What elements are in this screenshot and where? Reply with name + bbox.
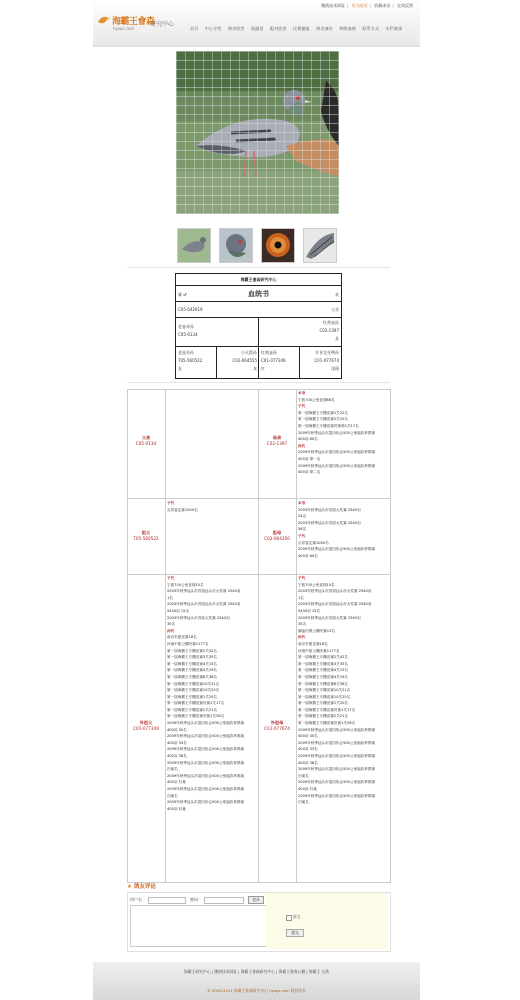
toplink-feedback[interactable]: 在线反馈 [397, 3, 413, 8]
pedigree-gsire-color: 灰 [178, 366, 182, 371]
logo-domain: hpwjs.com [113, 26, 135, 31]
outer-grandfather-achievements [167, 575, 253, 812]
logo-subtitle: 研究中心 [150, 21, 175, 28]
thumbnail-head[interactable] [219, 228, 253, 263]
achievement-heading: 子代 [167, 501, 175, 505]
achievement-item: 宁波700公里竞翔15名 [298, 582, 335, 587]
achievement-item: 第一届海霸王专棚竞赛1关22名 [298, 410, 348, 415]
maternal-grandmother-achievements [298, 500, 384, 559]
nav-item[interactable]: 联系方式 [362, 26, 380, 31]
achievement-heading: 子代 [298, 576, 306, 580]
achievement-item: 2009年秋季汕头市富田协会500公里福彩杯鸽赛 [167, 721, 245, 726]
achievement-item: 第一届海霸王专棚竞赛3关35名 [298, 661, 348, 666]
achievement-item: 2003年秋季汕头市首届大奖赛 2540羽 [298, 615, 361, 620]
comment-textarea[interactable] [130, 905, 280, 947]
achievement-item: 400羽 38名 [167, 754, 187, 759]
achievement-item: 2003年秋季汕头市首届大奖赛 2540羽 [298, 520, 361, 525]
achievement-item: 2003年秋季汕头市首届汕头市大奖赛 2540羽 [298, 589, 372, 594]
achievement-item: 吉祥鉴定赛1000名 [167, 507, 198, 512]
pedigree-gsire-name: 老壶奇孙 [178, 350, 194, 355]
username-label: 用户名： [130, 897, 146, 902]
achievement-heading: 孙代 [298, 635, 306, 640]
achievement-item: 第一届海霸王专棚竞赛决赛1关26名 [167, 714, 225, 719]
achievement-item: 第一届海霸王专棚竞赛4关15名 [298, 668, 348, 673]
achievement-item: 2003年秋季汕头市首届大奖赛 2540羽 [167, 615, 230, 620]
achievement-item: 2009年秋季汕头市富田协会500公里福彩杯鸽赛 [298, 547, 376, 552]
achievement-item: 2009年秋季汕头市富田协会500公里福彩杯鸽赛 [167, 800, 245, 805]
achievement-item: 5400羽 15名 [167, 608, 190, 613]
achievement-item: 归巢名 [298, 800, 309, 805]
pedigree-ggsire-ring: C01-077349 [261, 358, 286, 363]
achievement-heading: 子代 [298, 533, 306, 538]
achievement-item: 35名 [167, 622, 176, 627]
achievement-item: 1名 [298, 595, 304, 600]
achievement-item: 归巢名 [298, 773, 309, 778]
achievement-item: 第一届海霸王专棚竞赛4关15名 [167, 661, 217, 666]
achievement-item: 第一届海霸王专棚竞赛决赛第1关17名 [298, 423, 359, 428]
toplink-homepage[interactable]: 设为首页 [351, 3, 368, 8]
achievement-item: 第一届海霸王专棚竞赛2关42名 [167, 648, 217, 653]
achievement-item: 第一届海霸王专棚竞赛10关25名 [167, 688, 220, 693]
achievement-item: 1名 [167, 595, 173, 600]
achievement-item: 第一届海霸王专棚竞赛8关38名 [167, 674, 217, 679]
achievement-item: 河南中原公棚决赛1177名 [167, 641, 209, 646]
achievement-item: 第一届海霸王专棚竞赛2关21名 [298, 714, 348, 719]
achievement-item: 56名 [298, 527, 307, 532]
achievement-item: 400羽 38名 [298, 760, 318, 765]
achievement-item: 2009年秋季汕头市富田协会500公里福彩杯鸽赛 [298, 430, 376, 435]
achievement-item: 2009年秋季汕头市富田协会500公里福彩杯鸽赛 [167, 747, 245, 752]
achievement-item: 潮汕信鸽公棚决赛13名 [298, 628, 335, 633]
pedigree-ggsire-name: 红黄壶孙 [261, 350, 277, 355]
achievement-item: 2009年秋季汕头市富田协会500公里福彩杯鸽赛 [298, 754, 376, 759]
password-label: 密码： [190, 897, 202, 902]
achievement-item: 2009年秋季汕头市富田协会500公里福彩杯鸽赛 [167, 734, 245, 739]
achievement-item: 2003年秋季汕头市首届汕头市大奖赛 2540羽 [298, 602, 372, 607]
achievement-item: 2009年秋季汕头市富田协会500公里福彩杯鸽赛 [167, 760, 245, 765]
achievement-item: 5400羽 15名 [298, 608, 321, 613]
achievement-item: 400羽 60名 [298, 437, 318, 442]
achievement-item: 2009年秋季汕头市富田协会500公里福彩杯鸽赛 [298, 793, 376, 798]
achievement-heading: 孙代 [167, 628, 175, 633]
nav-item[interactable]: 展通信 [250, 26, 264, 31]
achievement-item: 400羽 30名 [167, 727, 187, 732]
mother-achievements [298, 390, 384, 476]
divider [127, 382, 390, 383]
comment-options [266, 893, 388, 949]
achievement-item: 第一届海霸王专棚竞赛10关21名 [298, 688, 351, 693]
achievement-item: 400羽 第二名 [298, 470, 321, 475]
main-nav [190, 26, 407, 32]
pedigree-dam-ring: C02-1397 [319, 328, 339, 333]
achievement-item: 2009年秋季汕头市富田协会500公里福彩杯鸽赛 [167, 773, 245, 778]
pedigree-gender: 雄 ♂ [178, 292, 187, 297]
achievement-item: 南京东夏竞赛18名 [167, 635, 197, 640]
star-icon: ★ [127, 884, 132, 890]
password-input[interactable] [204, 897, 244, 904]
achievement-heading: 子代 [298, 404, 306, 409]
toplink-favorite[interactable]: 收藏本站 [374, 3, 391, 8]
achievement-item: 24名 [298, 514, 307, 519]
pedigree-gdam-name: 小火箭孙 [241, 350, 257, 355]
achievement-item: 第一届海霸王专棚竞赛2关42名 [298, 655, 348, 660]
relation-outer-grandfather: 外祖父 C01-077349 [133, 720, 159, 731]
achievement-item: 第一届海霸王专棚竞赛1关20名 [298, 701, 348, 706]
pedigree-ring: C05-042619 [178, 307, 203, 312]
achievement-item: 2003年秋季汕头市首届大奖赛 2540羽 [298, 507, 361, 512]
pigeon-main-photo [176, 51, 339, 214]
achievement-item: 宁波700公里竞翔15名 [167, 582, 204, 587]
anonymous-checkbox[interactable] [286, 915, 292, 921]
relation-maternal-grandmother: 祖母 C02-064350 [264, 530, 290, 541]
site-footer [93, 962, 420, 1000]
footer-copyright: © 2009-2011 海霸王會森研究中心 hpwjs.com 版权所有 [207, 988, 306, 993]
achievement-item: 2003年秋季汕头市首届汕头市大奖赛 2540羽 [167, 602, 241, 607]
comments-title: ★ 鸽友评论 [127, 884, 156, 890]
relation-outer-grandmother: 外祖母 C01-077674 [264, 720, 290, 731]
outer-grandmother-achievements [298, 575, 384, 806]
achievement-item: 400羽 归巢 [167, 780, 186, 785]
anonymous-label: 匿名 [293, 914, 301, 919]
achievement-item: 第一届海霸王专棚竞赛3关35名 [167, 655, 217, 660]
nav-item[interactable]: 首页 [190, 26, 199, 31]
pedigree-gdam-color: 灰 [253, 366, 257, 371]
achievement-item: 35名 [298, 622, 307, 627]
achievement-item: 第一届海霸王专棚竞赛决赛1关17名 [298, 707, 356, 712]
achievement-item: 南京东夏竞赛18名 [298, 641, 328, 646]
thumbnail-eye[interactable] [261, 228, 295, 263]
achievement-item: 400羽 归巢 [167, 806, 186, 811]
pedigree-color: 灰 [335, 292, 339, 297]
achievement-item: 第一届海霸王专棚竞赛2关25名 [298, 417, 348, 422]
divider [127, 267, 390, 268]
toplink-tech[interactable]: 鹰鸽技术网址 [321, 3, 346, 8]
submit-button[interactable]: 提交 [286, 929, 304, 937]
relation-paternal-grandfather: 祖父 T05-560522 [133, 530, 159, 541]
pedigree-summary [175, 273, 342, 379]
nav-item[interactable]: 配对欣赏 [269, 26, 287, 31]
pedigree-sire-label: 父亲 [331, 307, 339, 312]
username-input[interactable] [148, 897, 186, 904]
nav-item[interactable]: 鸽舍备份 [316, 26, 333, 31]
achievement-item: 第一届海霸王专棚竞赛4关19名 [167, 668, 217, 673]
top-links: 鹰鸽技术网址 | 设为首页 | 收藏本站 | 在线反馈 [321, 3, 413, 8]
pedigree-title: 血统书 [248, 290, 269, 298]
achievement-heading: 本身 [298, 501, 306, 505]
site-header [93, 0, 420, 47]
achievement-item: 第一届海霸王专棚竞赛4关19名 [298, 674, 348, 679]
pedigree-ggdam-name: 辛肯克死咧孙 [315, 350, 339, 355]
pedigree-gdam-ring: C02-064555 [232, 358, 257, 363]
achievement-item: 400羽 64名 [298, 553, 318, 558]
pedigree-sire-ring: C05-0134 [178, 332, 198, 337]
pedigree-detail-table [127, 389, 391, 883]
achievement-item: 归巢名 [167, 793, 178, 798]
achievement-item: 400羽 33名 [167, 740, 187, 745]
achievement-item: 2009年秋季汕头市富田协会500公里福彩杯鸽赛 [298, 740, 376, 745]
relation-mother: 母亲 C02-1397 [266, 435, 288, 446]
pedigree-dam-name: 红黄壶孙 [323, 320, 339, 325]
site-logo[interactable] [97, 12, 183, 36]
achievement-item: 河南中原公棚决赛1177名 [298, 648, 340, 653]
achievement-item: 2009年秋季汕头市富田协会500公里福彩杯鸽赛 [298, 780, 376, 785]
login-button[interactable]: 登录 [248, 896, 264, 904]
pedigree-sire-name: 老壶奇孙 [178, 324, 194, 329]
achievement-item: 第一届海霸王专棚竞赛2关21名 [167, 707, 217, 712]
paternal-grandfather-achievements [167, 500, 253, 513]
achievement-item: 第一届海霸王专棚竞赛决赛1关17名 [167, 701, 225, 706]
nav-item[interactable]: 鸽舍欣赏 [227, 26, 245, 31]
logo-name: 海霸王會森 [112, 17, 155, 27]
achievement-item: 第一届海霸王专棚竞赛决赛1关26名 [298, 721, 356, 726]
achievement-item: 2003年秋季汕头市首届汕头市大奖赛 2540羽 [167, 589, 241, 594]
relation-father: 父亲 C05-0134 [135, 435, 157, 446]
achievement-item: 2009年秋季汕头市富田协会500公里福彩杯鸽赛 [298, 727, 376, 732]
achievement-item: 400羽 33名 [298, 747, 318, 752]
achievement-item: 2009年秋季汕头市富田协会500公里福彩杯鸽赛 [298, 450, 376, 455]
pedigree-ggdam-color: 浅斑 [331, 366, 339, 371]
achievement-heading: 子代 [167, 576, 175, 580]
pedigree-ggsire-color: 红 [261, 366, 265, 371]
achievement-item: 第一届海霸王专棚竞赛10关25名 [298, 694, 351, 699]
nav-item[interactable]: 专栏鸽事 [385, 26, 403, 31]
achievement-item: 归巢名 [167, 767, 178, 772]
achievement-item: 400羽 30名 [298, 734, 318, 739]
pigeon-logo-icon [97, 15, 111, 26]
achievement-item: 吉祥鉴定赛1000名 [298, 540, 329, 545]
achievement-item: 第一届海霸王专棚竞赛10关21名 [167, 681, 220, 686]
achievement-item: 2009年秋季汕头市富田协会500公里福彩杯鸽赛 [298, 767, 376, 772]
achievement-item: 2009年秋季汕头市富田协会500公里福彩杯鸽赛 [167, 787, 245, 791]
achievement-item: 400羽 归巢 [298, 787, 317, 791]
achievement-heading: 本身 [298, 391, 306, 395]
achievement-item: 400羽 第一名 [298, 456, 321, 461]
pedigree-dam-color: 灰 [335, 336, 339, 341]
nav-item[interactable]: 种鸽血统 [339, 26, 356, 31]
pedigree-center-name: 海霸王會森研究中心 [240, 277, 277, 282]
achievement-item: 第一届海霸王专棚竞赛8关38名 [298, 681, 348, 686]
nav-item[interactable]: 中心介绍 [204, 26, 222, 31]
pedigree-ggdam-ring: C01-077674 [314, 358, 339, 363]
footer-links[interactable]: 海霸王研究中心 | 鹰鸽技术网址 | 海霸王會森研究中心 | 海霸王會森公棚 | 海霸王 台湾 [183, 969, 330, 974]
achievement-item: 2009年秋季汕头市富田协会500公里福彩杯鸽赛 [298, 463, 376, 468]
nav-item[interactable]: 比赛捷报 [292, 26, 310, 31]
achievement-item: 第一届海霸王专棚竞赛1关20名 [167, 694, 217, 699]
pedigree-gsire-ring: T05-560522 [178, 358, 203, 363]
achievement-item: 宁波700公里竞翔68名 [298, 397, 335, 402]
thumbnail-full-body[interactable] [177, 228, 211, 263]
thumbnail-wing[interactable] [303, 228, 337, 263]
achievement-heading: 孙代 [298, 443, 306, 448]
